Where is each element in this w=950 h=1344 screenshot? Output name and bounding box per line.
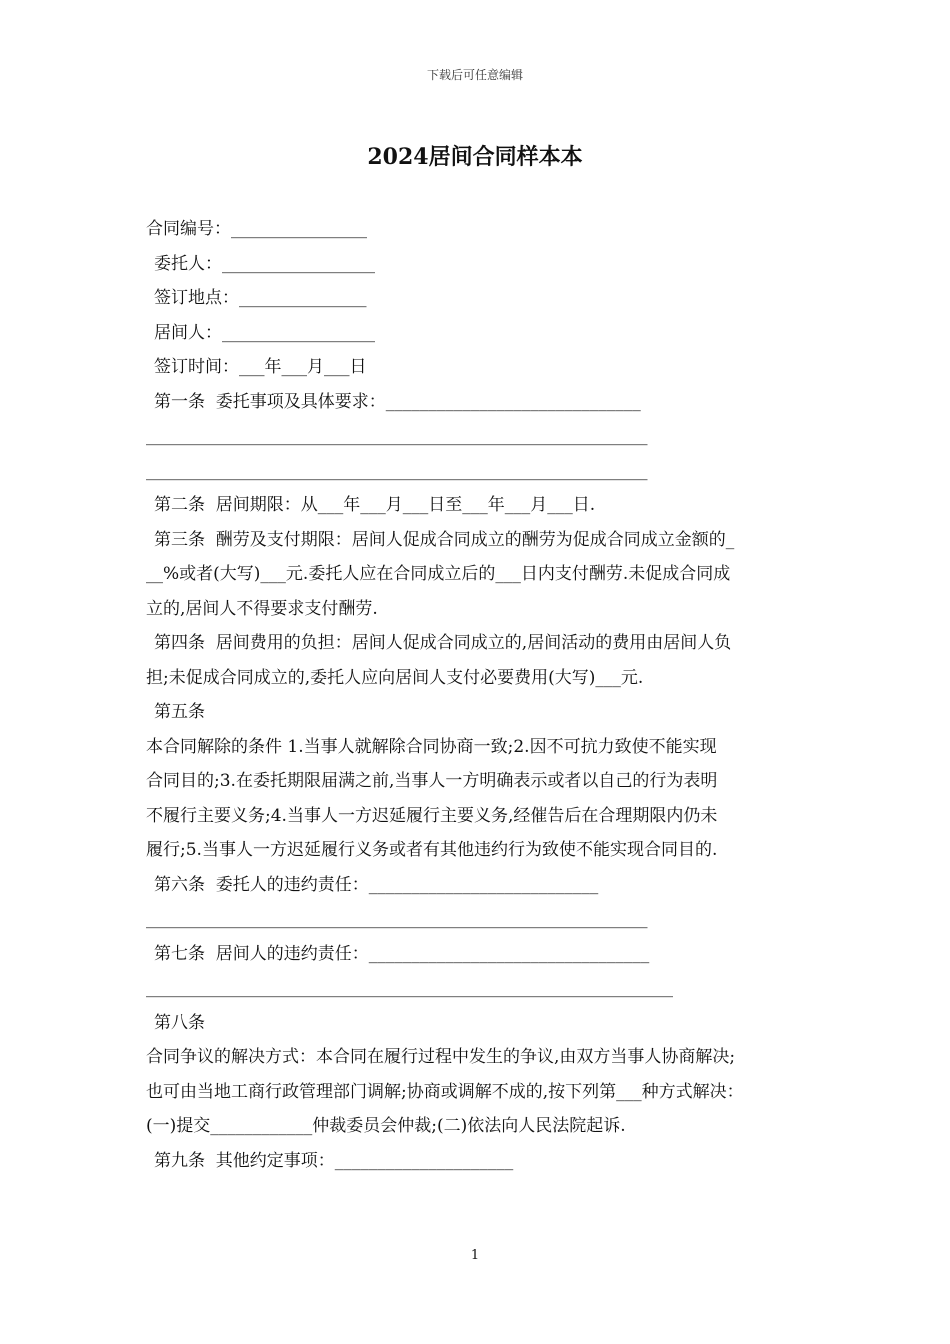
contract-line: 第二条 居间期限：从___年___月___日至___年___月___日. xyxy=(154,495,596,515)
contract-line: 第四条 居间费用的负担：居间人促成合同成立的,居间活动的费用由居间人负 xyxy=(154,633,732,653)
contract-line: 第三条 酬劳及支付期限：居间人促成合同成立的酬劳为促成合同成立金额的_ xyxy=(154,529,735,550)
contract-line: 委托人：__________________ xyxy=(154,253,375,274)
contract-line: ______________________________________________________________ xyxy=(146,978,673,998)
contract-line: ___________________________________________________________ xyxy=(146,909,648,929)
header-note: 下载后可任意编辑 xyxy=(426,68,523,82)
page-number: 1 xyxy=(470,1248,480,1263)
contract-line: 本合同解除的条件 1.当事人就解除合同协商一致;2.因不可抗力致使不能实现 xyxy=(146,736,717,757)
contract-line: 第九条 其他约定事项：_____________________ xyxy=(154,1150,514,1171)
contract-line: 立的,居间人不得要求支付酬劳. xyxy=(146,598,378,619)
contract-line: 合同争议的解决方式：本合同在履行过程中发生的争议,由双方当事人协商解决; xyxy=(146,1047,736,1067)
contract-line: 第五条 xyxy=(154,702,205,722)
contract-line: 第七条 居间人的违约责任：_________________________________ xyxy=(154,943,650,964)
contract-line: 担;未促成合同成立的,委托人应向居间人支付必要费用(大写)___元. xyxy=(146,667,644,688)
contract-line: 合同目的;3.在委托期限届满之前,当事人一方明确表示或者以自己的行为表明 xyxy=(146,771,718,791)
contract-line: 履行;5.当事人一方迟延履行义务或者有其他违约行为致使不能实现合同目的. xyxy=(146,840,718,860)
contract-line: 不履行主要义务;4.当事人一方迟延履行主要义务,经催告后在合理期限内仍未 xyxy=(146,805,718,826)
contract-line: 第六条 委托人的违约责任：___________________________ xyxy=(154,874,599,895)
contract-line: 第一条 委托事项及具体要求：______________________________ xyxy=(154,391,641,412)
contract-line: (一)提交____________仲裁委员会仲裁;(二)依法向人民法院起诉. xyxy=(146,1116,626,1136)
contract-line: ___________________________________________________________ xyxy=(146,460,648,481)
document-title: 2024居间合同样本本 xyxy=(367,144,583,170)
contract-line: ___________________________________________________________ xyxy=(146,426,648,446)
contract-line: __%或者(大写)___元.委托人应在合同成立后的___日内支付酬劳.未促成合同成 xyxy=(146,564,731,584)
contract-line: 第八条 xyxy=(154,1012,205,1033)
contract-line: 签订时间：___年___月___日 xyxy=(154,357,367,377)
contract-body xyxy=(146,212,826,1178)
contract-line: 居间人：__________________ xyxy=(154,322,375,343)
contract-line: 也可由当地工商行政管理部门调解;协商或调解不成的,按下列第___种方式解决： xyxy=(146,1081,744,1102)
contract-line: 合同编号：________________ xyxy=(146,219,367,239)
contract-line: 签订地点：_______________ xyxy=(154,288,367,308)
